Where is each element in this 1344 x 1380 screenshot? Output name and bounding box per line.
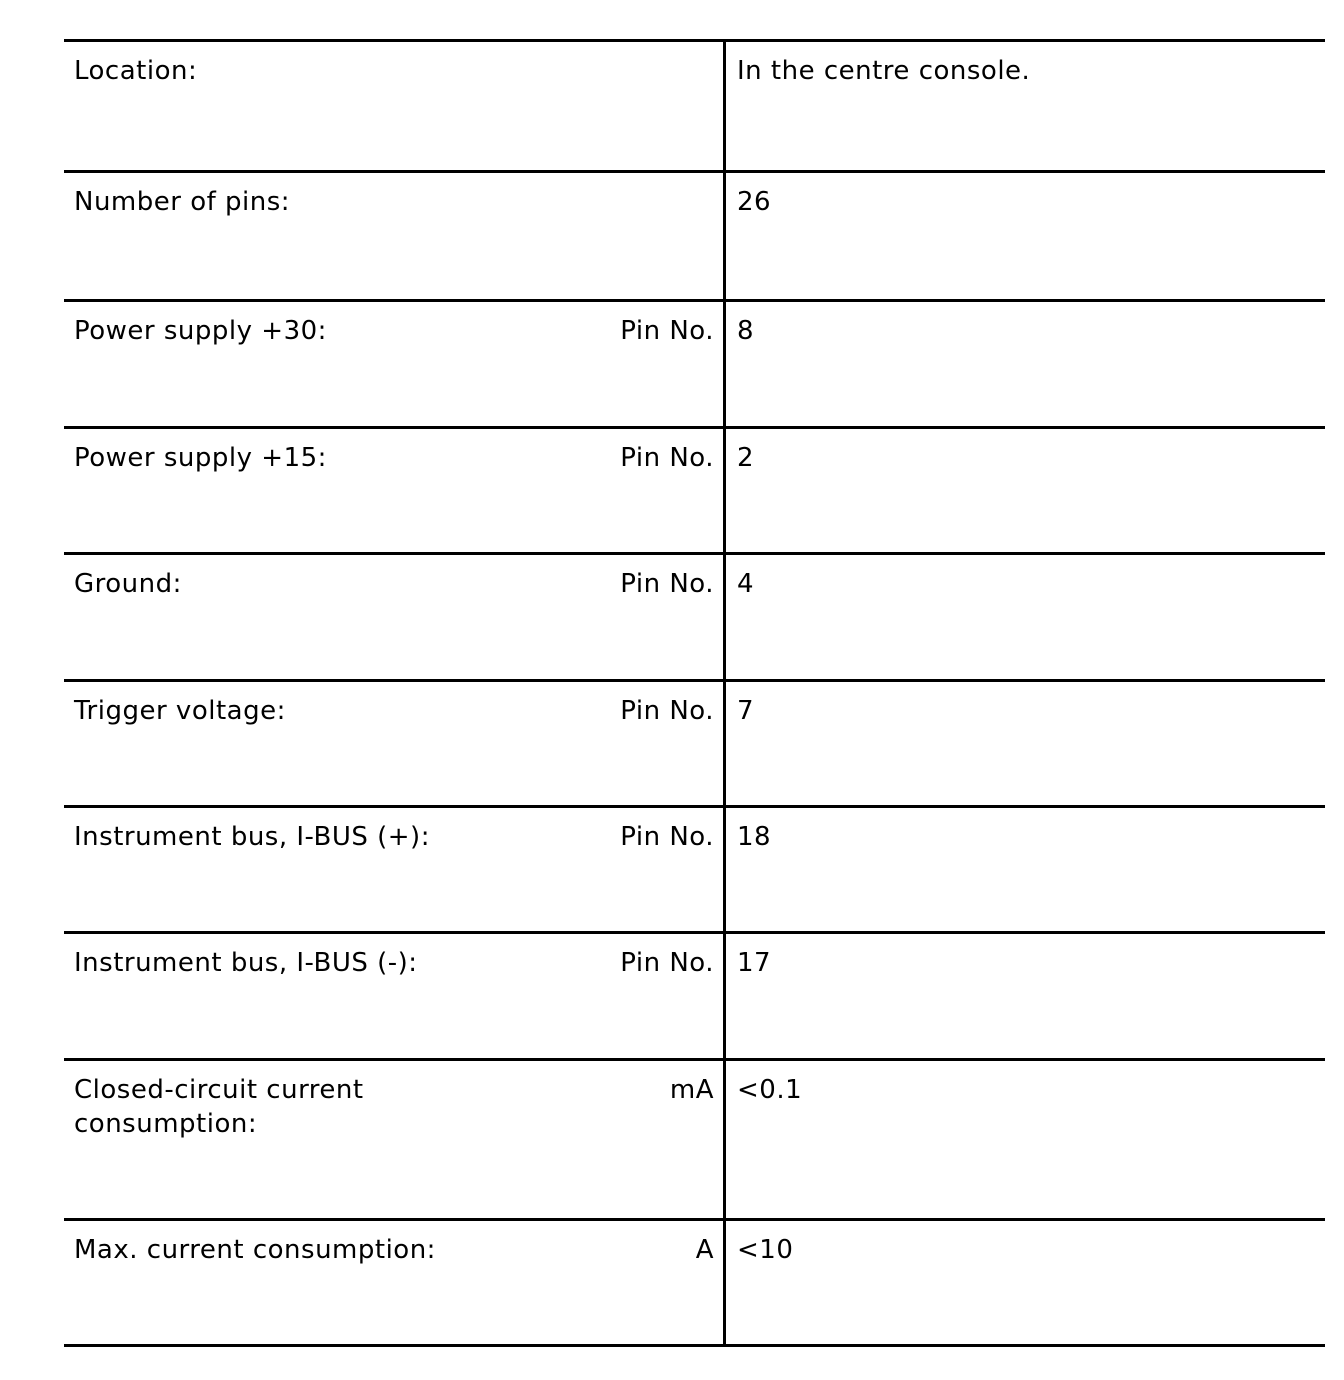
row-unit: Pin No. xyxy=(620,696,714,726)
row-value: <0.1 xyxy=(737,1075,803,1105)
row-label: Number of pins: xyxy=(74,187,291,217)
row-unit: mA xyxy=(669,1075,714,1105)
table-row-ground xyxy=(64,555,1325,682)
table-row-power-supply-15 xyxy=(64,429,1325,555)
row-label: Trigger voltage: xyxy=(74,696,286,726)
label-cell xyxy=(64,808,726,931)
row-value: 18 xyxy=(737,822,772,852)
row-value: 4 xyxy=(737,569,755,599)
row-label: Closed-circuit current consumption: xyxy=(74,1075,364,1139)
row-label: Location: xyxy=(74,56,198,86)
label-cell xyxy=(64,302,726,426)
row-label: Instrument bus, I-BUS (+): xyxy=(74,822,430,852)
row-unit: A xyxy=(695,1235,714,1265)
row-unit: Pin No. xyxy=(620,443,714,473)
table-row-trigger-voltage xyxy=(64,682,1325,808)
row-value: 8 xyxy=(737,316,755,346)
row-value: 26 xyxy=(737,187,772,217)
row-value: In the centre console. xyxy=(737,56,1031,86)
label-cell xyxy=(64,1221,726,1344)
table-row-location xyxy=(64,42,1325,173)
label-cell xyxy=(64,682,726,805)
row-label: Power supply +15: xyxy=(74,443,327,473)
spec-table xyxy=(64,39,1325,1347)
row-value: 17 xyxy=(737,948,772,978)
row-value: <10 xyxy=(737,1235,794,1265)
label-cell xyxy=(64,1061,726,1218)
table-row-max-current xyxy=(64,1221,1325,1347)
table-row-closed-circuit-current xyxy=(64,1061,1325,1221)
label-cell xyxy=(64,934,726,1058)
label-cell xyxy=(64,555,726,679)
table-row-ibus-minus xyxy=(64,934,1325,1061)
table-row-ibus-plus xyxy=(64,808,1325,934)
row-unit: Pin No. xyxy=(620,316,714,346)
row-label: Ground: xyxy=(74,569,182,599)
table-row-number-of-pins xyxy=(64,173,1325,302)
row-unit: Pin No. xyxy=(620,569,714,599)
row-label: Max. current consumption: xyxy=(74,1235,436,1265)
row-unit: Pin No. xyxy=(620,822,714,852)
label-cell xyxy=(64,429,726,552)
row-label: Instrument bus, I-BUS (-): xyxy=(74,948,418,978)
row-value: 7 xyxy=(737,696,755,726)
table-row-power-supply-30 xyxy=(64,302,1325,429)
label-cell xyxy=(64,42,726,170)
row-value: 2 xyxy=(737,443,755,473)
row-unit: Pin No. xyxy=(620,948,714,978)
label-cell xyxy=(64,173,726,299)
row-label: Power supply +30: xyxy=(74,316,327,346)
